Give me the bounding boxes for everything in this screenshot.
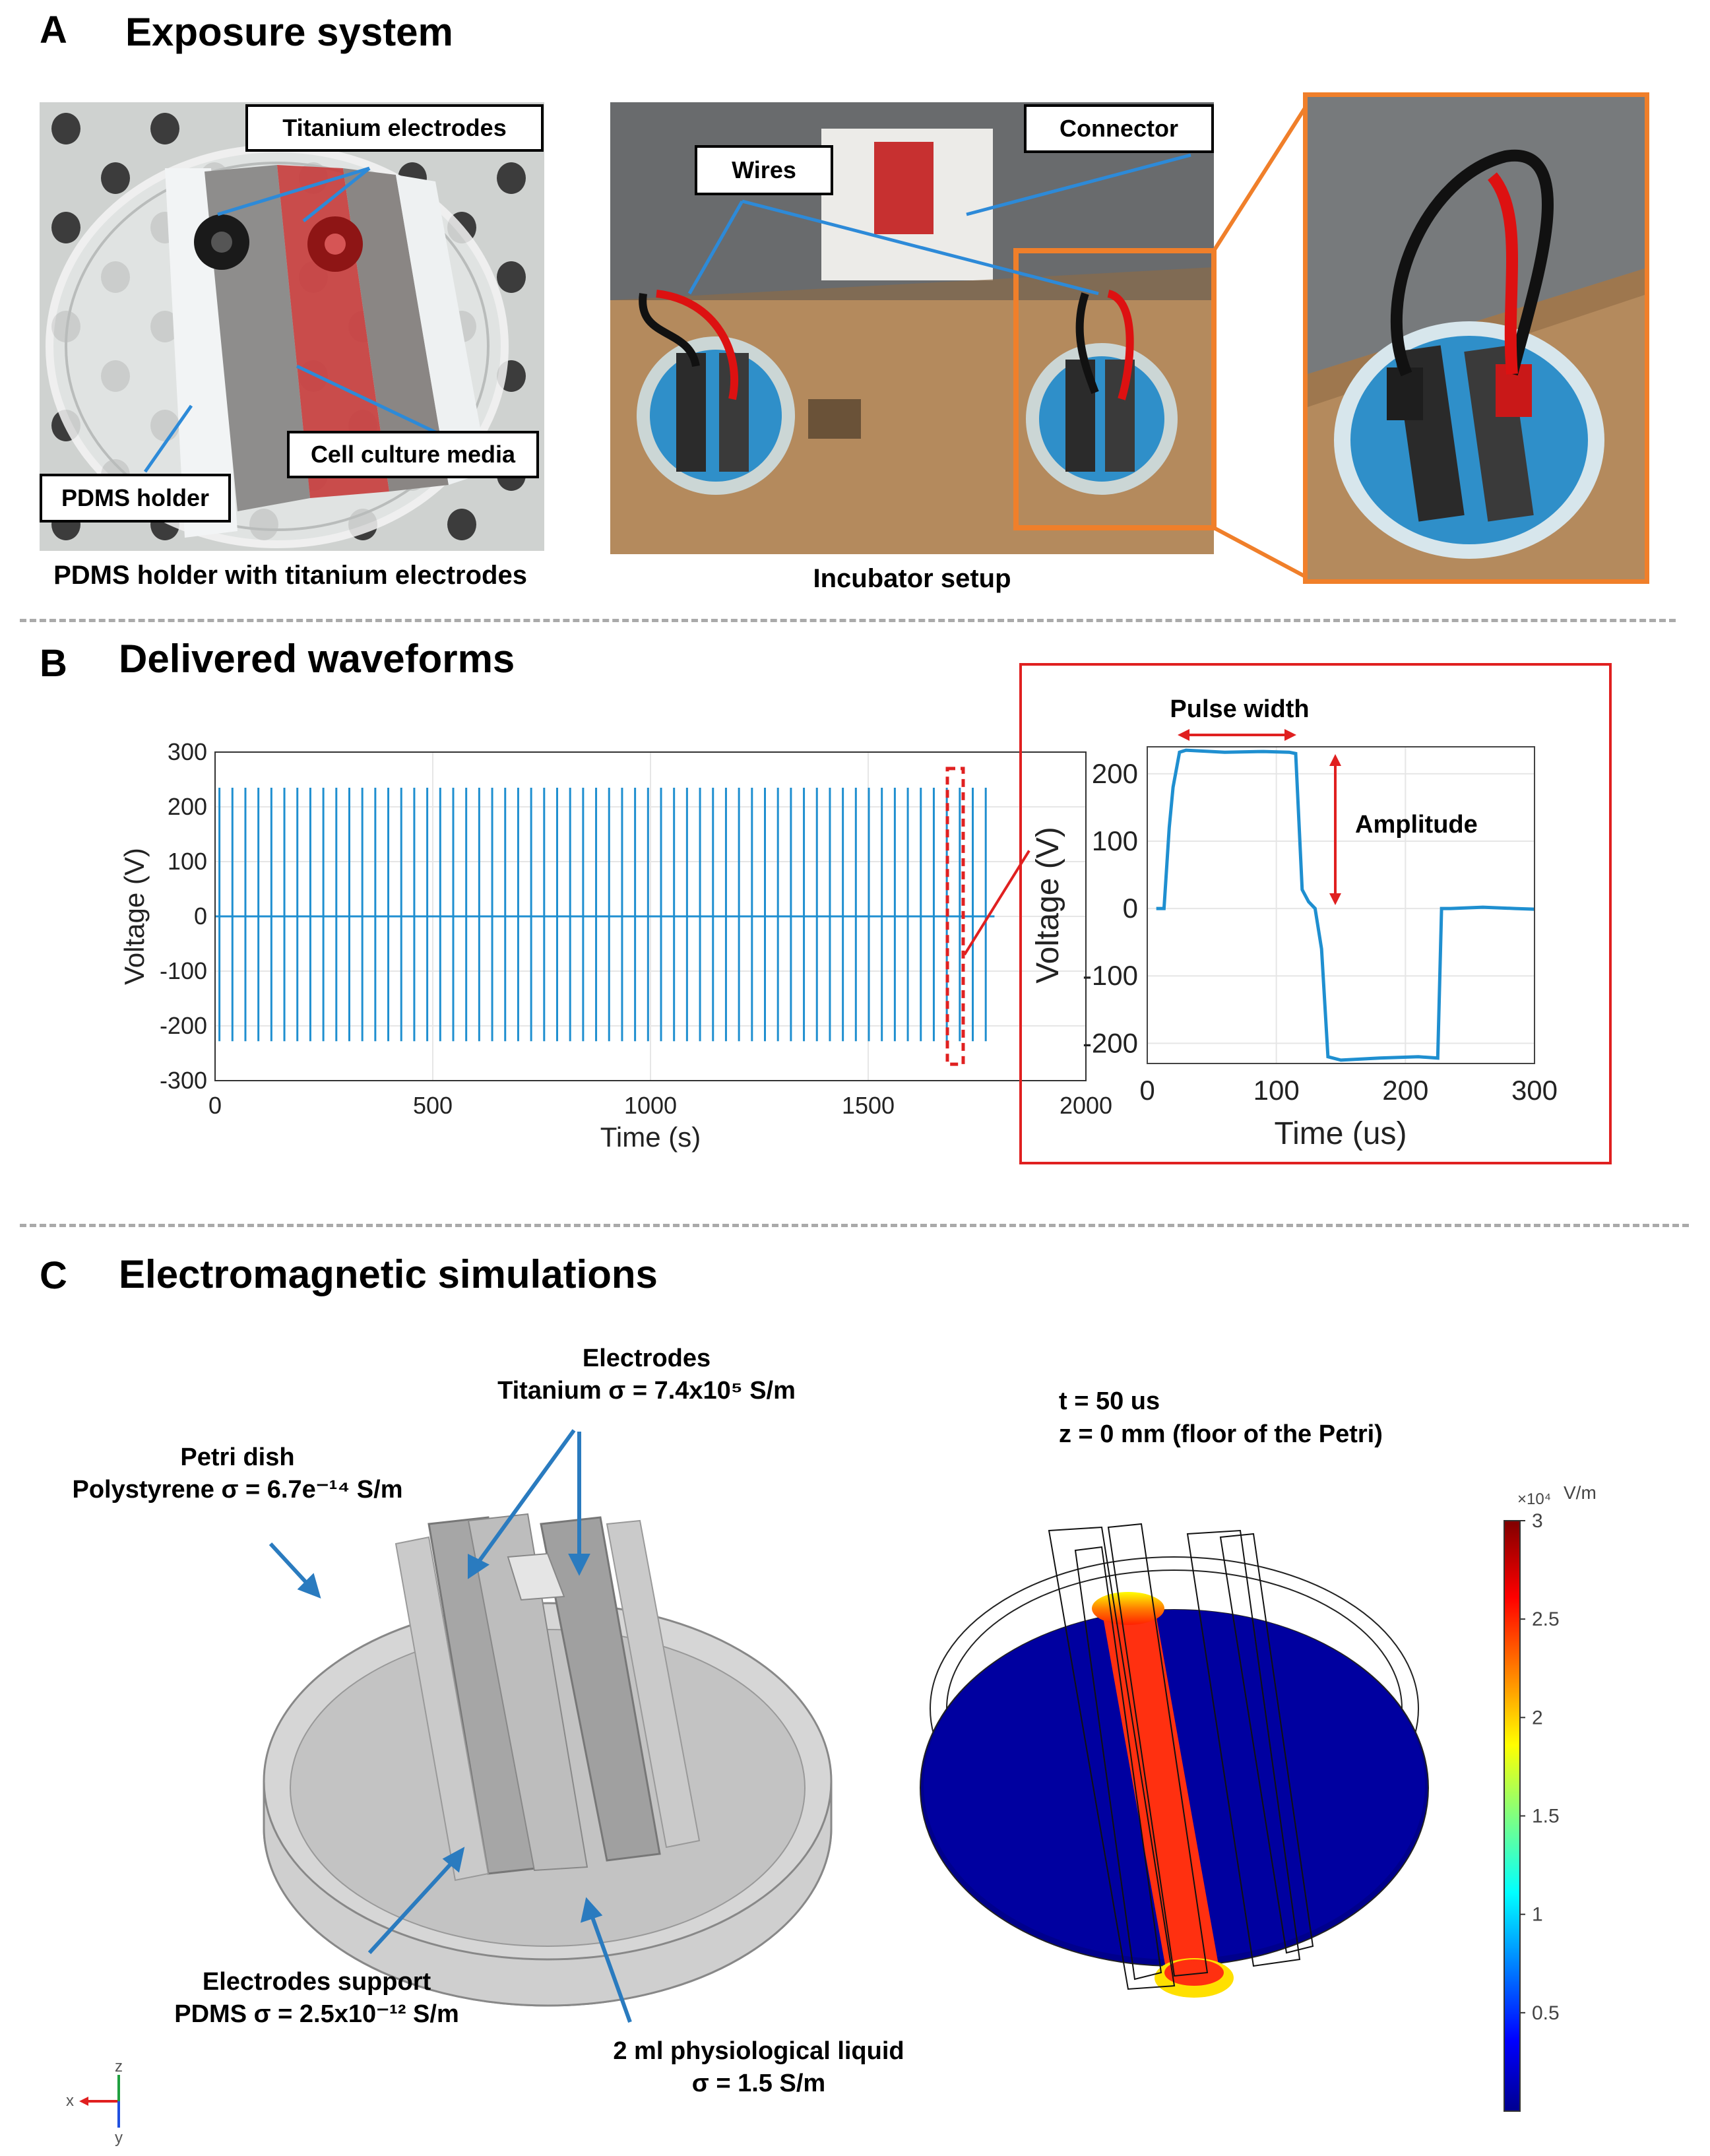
main-x-tick: 500 [412, 1092, 453, 1119]
inset-x-tick: 100 [1253, 1075, 1300, 1106]
inset-y-tick: 100 [1091, 825, 1138, 856]
callout-wires: Wires [695, 145, 833, 195]
label-support-line2: PDMS σ = 2.5x10⁻¹² S/m [174, 2000, 459, 2029]
label-liquid-line2: σ = 1.5 S/m [691, 2070, 826, 2098]
colorbar-tick-label: 1.5 [1532, 1805, 1560, 1827]
panel-c-title: Electromagnetic simulations [119, 1252, 658, 1296]
left-leader-arrows [0, 1418, 858, 2078]
separator-a-b [20, 619, 1676, 622]
pulse-width-arrowhead-left [1178, 729, 1189, 741]
amplitude-label: Amplitude [1355, 811, 1478, 839]
colorbar-unit: V/m [1564, 1482, 1597, 1503]
main-chart-xlabel: Time (s) [600, 1122, 701, 1153]
colorbar [1478, 1478, 1643, 2131]
panel-a-letter: A [40, 9, 67, 51]
inset-waveform-line [1156, 750, 1535, 1060]
main-x-tick: 1500 [841, 1092, 895, 1119]
colorbar-tick-label: 0.5 [1532, 2002, 1560, 2024]
main-y-tick: 100 [167, 848, 207, 875]
label-petri-line1: Petri dish [180, 1443, 295, 1471]
inset-y-tick: -200 [1082, 1027, 1138, 1059]
label-electrodes-line1: Electrodes [582, 1345, 711, 1372]
main-y-tick: 200 [167, 793, 207, 820]
pulse-width-arrowhead-right [1284, 729, 1296, 741]
inset-chart-xlabel: Time (us) [1274, 1116, 1407, 1151]
colorbar-tick-label: 1 [1532, 1903, 1543, 1926]
main-chart-pulses [215, 788, 994, 1041]
pulse-width-label: Pulse width [1170, 695, 1310, 723]
main-y-tick: -200 [159, 1012, 207, 1039]
waveform-chart [106, 726, 1113, 1174]
zoom-inset-chart [1022, 666, 1609, 1162]
inset-x-tick: 300 [1511, 1075, 1558, 1106]
photo2-caption: Incubator setup [813, 564, 1011, 593]
panel-b-title: Delivered waveforms [119, 637, 515, 681]
colorbar-multiplier: ×10⁴ [1517, 1490, 1552, 1508]
axis-x-label: x [66, 2092, 74, 2110]
callout-connector: Connector [1024, 104, 1214, 153]
main-y-tick: -300 [159, 1067, 207, 1094]
main-x-tick: 1000 [623, 1092, 678, 1119]
label-support-line1: Electrodes support [202, 1968, 431, 1996]
main-y-tick: -100 [159, 957, 207, 984]
panel-b-letter: B [40, 642, 67, 685]
separator-b-c [20, 1224, 1689, 1227]
axes-triad [59, 2058, 139, 2147]
label-petri-line2: Polystyrene σ = 6.7e⁻¹⁴ S/m [72, 1476, 403, 1504]
main-x-tick: 2000 [1059, 1092, 1113, 1119]
zoomed-dish-photo [1303, 92, 1649, 584]
inset-x-tick: 200 [1382, 1075, 1429, 1106]
inset-chart-grid [1147, 747, 1535, 1063]
sim-time-label: t = 50 us [1059, 1387, 1160, 1415]
zoom-inset-frame [1019, 663, 1612, 1164]
main-y-tick: 0 [193, 903, 207, 930]
label-electrodes-line2: Titanium σ = 7.4x10⁵ S/m [497, 1377, 796, 1405]
main-x-tick: 0 [208, 1092, 222, 1119]
label-liquid-line1: 2 ml physiological liquid [613, 2037, 904, 2065]
colorbar-tick-label: 2 [1532, 1707, 1543, 1729]
panel-a-title: Exposure system [125, 10, 453, 54]
main-y-tick: 300 [167, 738, 207, 765]
inset-chart-ylabel: Voltage (V) [1030, 827, 1065, 984]
callout-cell-culture-media: Cell culture media [287, 431, 539, 478]
field-simulation [910, 1511, 1438, 2012]
axis-z-label: z [115, 2058, 123, 2076]
colorbar-tick-label: 3 [1532, 1510, 1543, 1532]
inset-y-tick: 0 [1122, 893, 1138, 924]
callout-pdms-holder: PDMS holder [40, 474, 231, 523]
amplitude-arrowhead-bottom [1329, 893, 1341, 905]
label-electrodes [449, 1343, 844, 1408]
inset-x-tick: 0 [1139, 1075, 1155, 1106]
amplitude-arrowhead-top [1329, 754, 1341, 766]
axis-y-label: y [115, 2129, 123, 2147]
colorbar-tick-label: 2.5 [1532, 1608, 1560, 1631]
main-chart-ylabel: Voltage (V) [119, 848, 150, 985]
inset-chart-frame [1147, 747, 1535, 1063]
panel-c-letter: C [40, 1254, 67, 1297]
colorbar-gradient [1504, 1521, 1520, 2111]
sim-z-label: z = 0 mm (floor of the Petri) [1059, 1420, 1383, 1448]
photo1-caption: PDMS holder with titanium electrodes [53, 561, 527, 590]
callout-titanium-electrodes: Titanium electrodes [245, 104, 544, 152]
inset-y-tick: -100 [1082, 960, 1138, 992]
inset-y-tick: 200 [1091, 757, 1138, 789]
